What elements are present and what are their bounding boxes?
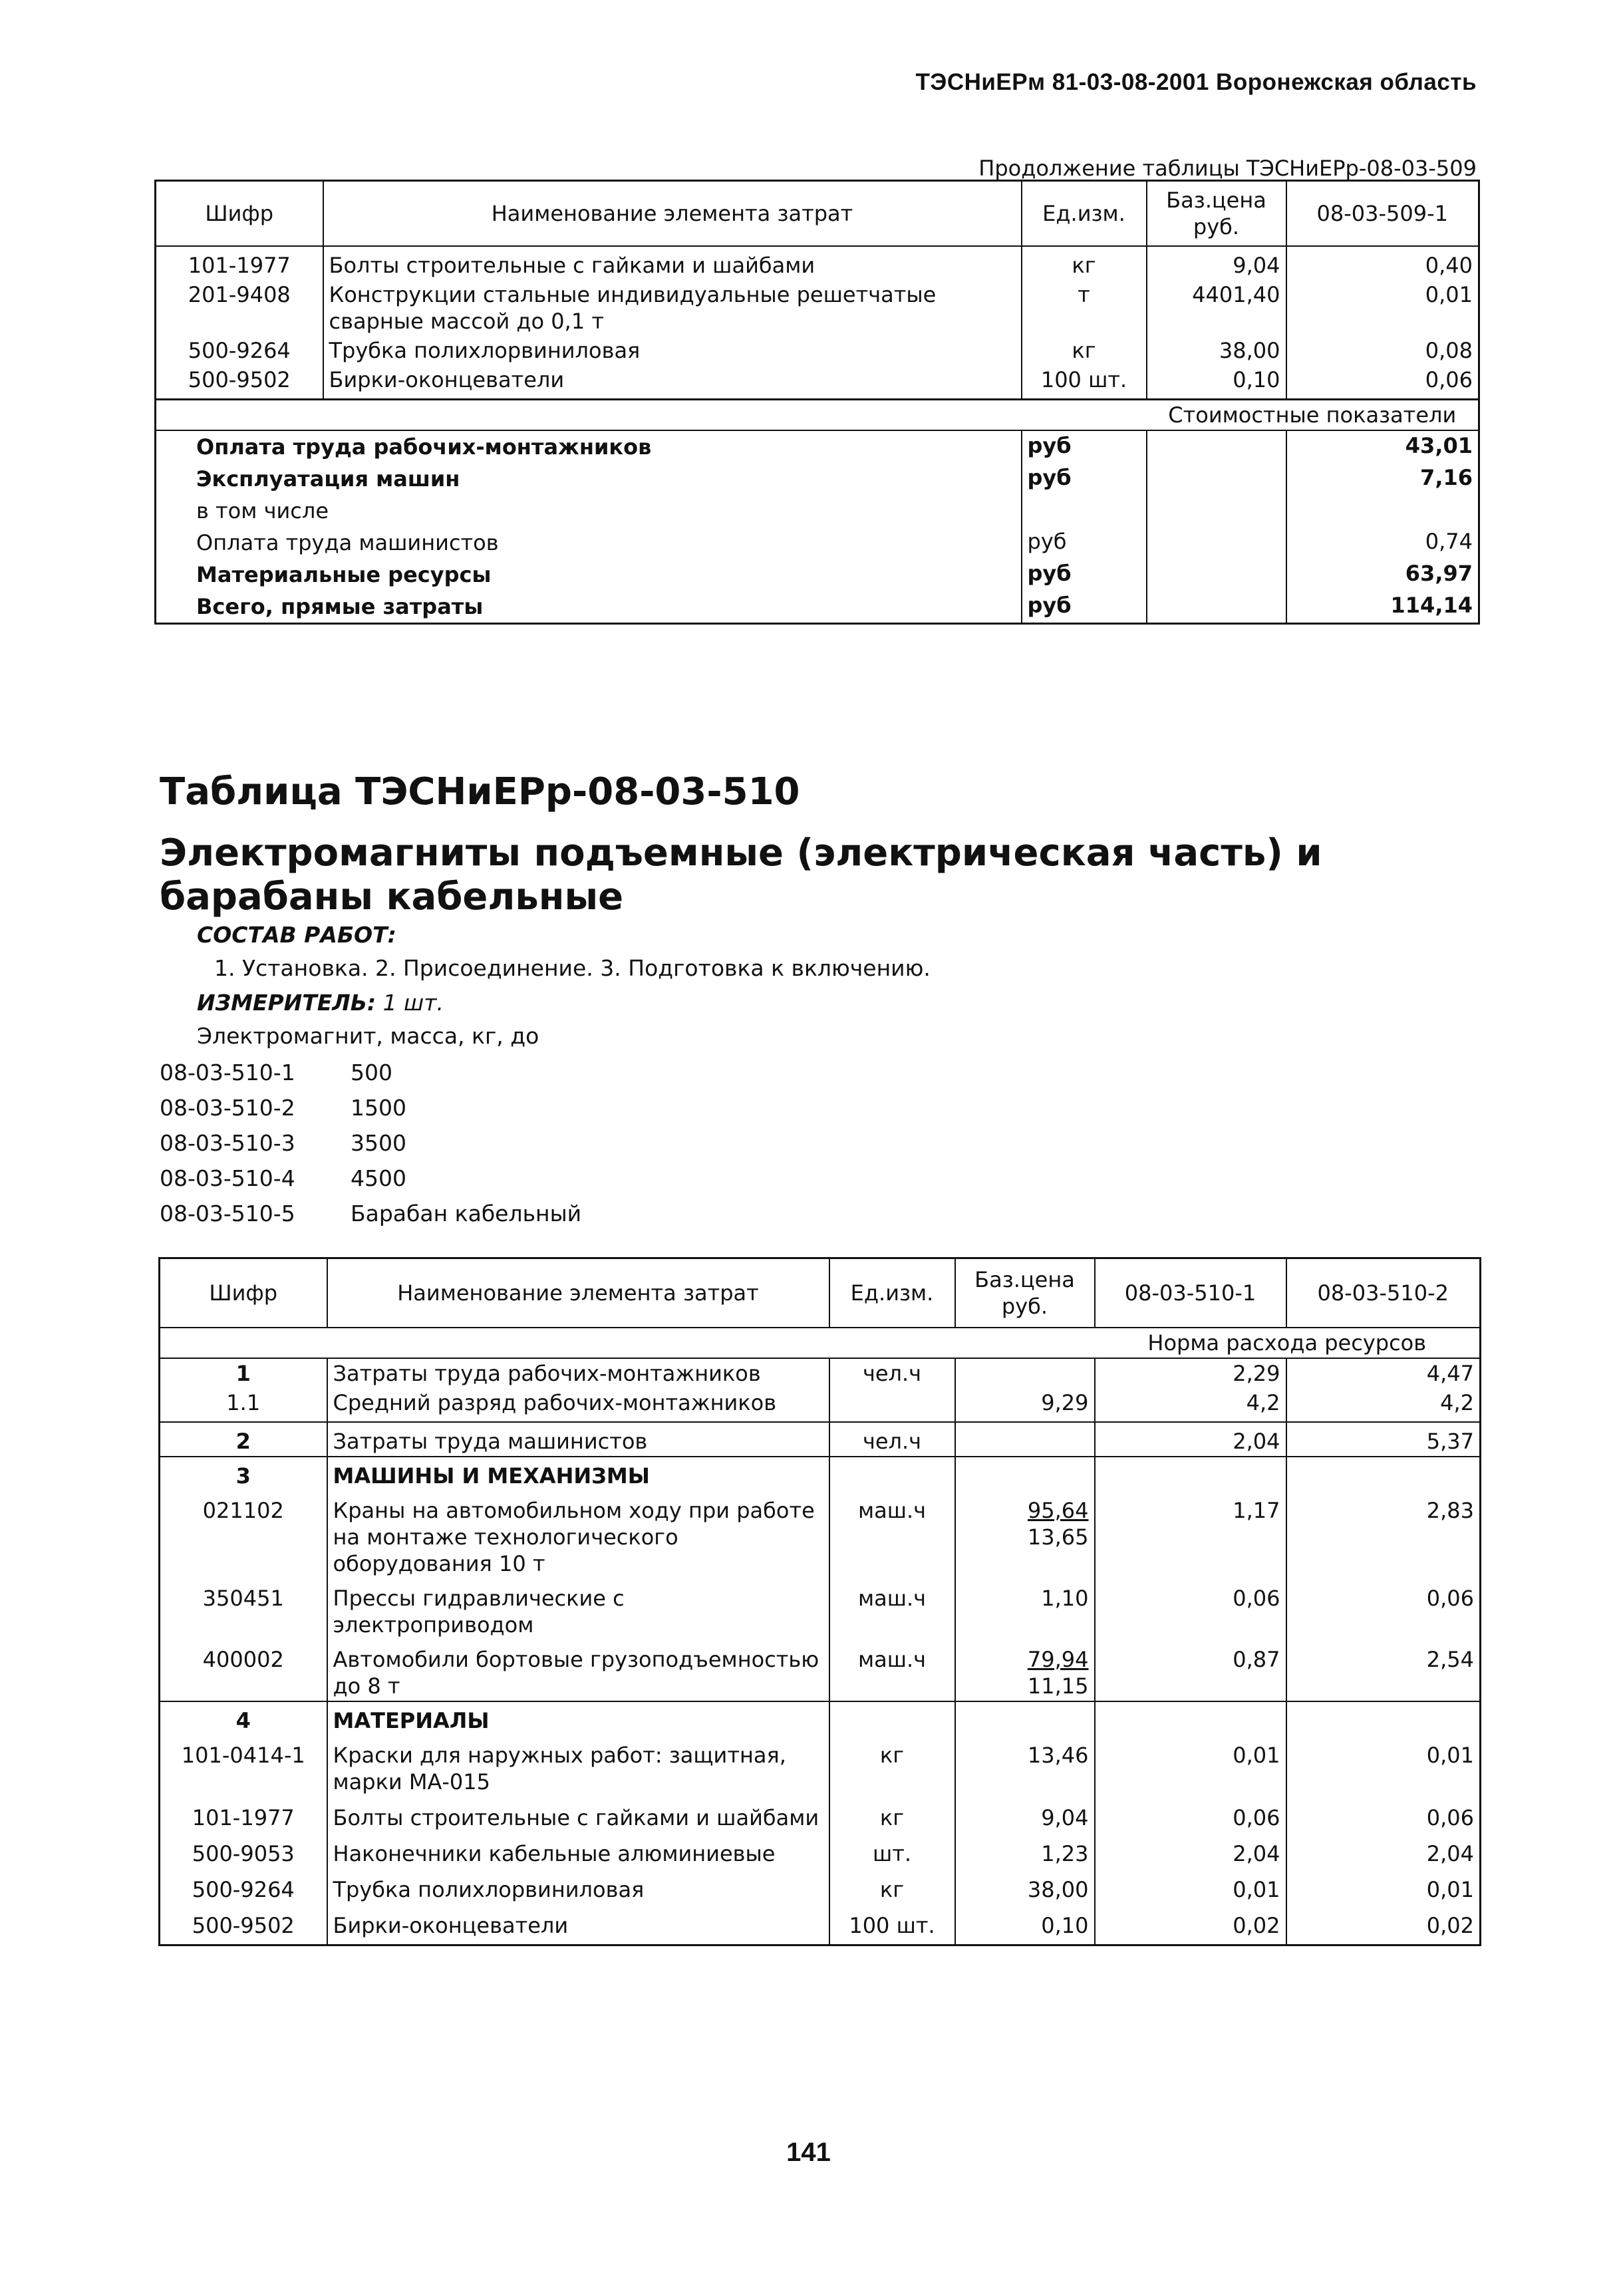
- table-row: 1 Затраты труда рабочих-монтажников чел.ч 2,29 4,47: [160, 1358, 1481, 1388]
- col-header-unit: Ед.изм.: [1022, 181, 1147, 246]
- table-row: 201-9408 Конструкции стальные индивидуальные решетчатые сварные массой до 0,1 т т 4401,40 0,01: [156, 280, 1479, 336]
- measure-line: [197, 990, 444, 1016]
- section-row: [160, 1328, 1481, 1358]
- list-item: 08-03-510-1 500: [160, 1060, 392, 1085]
- table-row: 021102 Краны на автомобильном ходу при работе на монтаже технологического оборудования 10 т маш.ч 95,64 13,65 1,17 2,83: [160, 1491, 1481, 1578]
- table-row: 1.1 Средний разряд рабочих-монтажников 9,29 4,2 4,2: [160, 1388, 1481, 1422]
- col-header-norm-2: 08-03-510-2: [1286, 1258, 1481, 1328]
- cost-row: Эксплуатация машин руб 7,16: [156, 463, 1479, 495]
- measure-description: Электромагнит, масса, кг, до: [197, 1023, 539, 1049]
- col-header-name: Наименование элемента затрат: [327, 1258, 829, 1328]
- base-price: 95,64: [1027, 1497, 1089, 1523]
- operator-wage: 13,65: [1027, 1524, 1089, 1550]
- table-row: 500-9264 Трубка полихлорвиниловая кг 38,00 0,01 0,01: [160, 1868, 1481, 1904]
- table-header-row: [160, 1258, 1481, 1328]
- measure-value: 1 шт.: [382, 990, 444, 1016]
- list-item: 08-03-510-2 1500: [160, 1095, 406, 1121]
- table-row: 500-9264 Трубка полихлорвиниловая кг 38,00 0,08: [156, 336, 1479, 365]
- continuation-caption: Продолжение таблицы ТЭСНиЕРр-08-03-509: [978, 156, 1477, 181]
- code-list: [160, 1055, 581, 1231]
- table-header-row: [156, 181, 1479, 246]
- page-number: 141: [786, 2138, 831, 2167]
- table-row: 500-9502 Бирки-оконцеватели 100 шт. 0,10 0,02 0,02: [160, 1904, 1481, 1945]
- list-item: 08-03-510-5 Барабан кабельный: [160, 1201, 582, 1226]
- table-row: 101-0414-1 Краски для наружных работ: защитная, марки МА-015 кг 13,46 0,01 0,01: [160, 1735, 1481, 1796]
- table-row: 350451 Прессы гидравлические с электроприводом маш.ч 1,10 0,06 0,06: [160, 1578, 1481, 1640]
- cost-row: Оплата труда рабочих-монтажников руб 43,01: [156, 430, 1479, 463]
- table-510: [158, 1257, 1481, 1946]
- work-composition-text: 1. Установка. 2. Присоединение. 3. Подготовка к включению.: [214, 955, 931, 981]
- work-composition-label: СОСТАВ РАБОТ:: [197, 922, 396, 948]
- col-header-code: Шифр: [160, 1258, 327, 1328]
- running-header: ТЭСНиЕРм 81-03-08-2001 Воронежская область: [915, 69, 1477, 95]
- col-header-price: Баз.цена руб.: [955, 1258, 1095, 1328]
- col-header-unit: Ед.изм.: [829, 1258, 955, 1328]
- table-row: 101-1977 Болты строительные с гайками и шайбами кг 9,04 0,40: [156, 246, 1479, 280]
- table-row: 101-1977 Болты строительные с гайками и шайбами кг 9,04 0,06 0,06: [160, 1796, 1481, 1832]
- table-row: 2 Затраты труда машинистов чел.ч 2,04 5,37: [160, 1422, 1481, 1457]
- cost-row: Всего, прямые затраты руб 114,14: [156, 591, 1479, 624]
- cost-row: в том числе: [156, 495, 1479, 527]
- col-header-norm: 08-03-509-1: [1286, 181, 1479, 246]
- table-509-continued: [154, 180, 1480, 625]
- measure-label: ИЗМЕРИТЕЛЬ:: [197, 990, 376, 1016]
- table-row: 4 МАТЕРИАЛЫ: [160, 1701, 1481, 1735]
- list-item: 08-03-510-3 3500: [160, 1130, 406, 1156]
- table-row: 500-9053 Наконечники кабельные алюминиевые шт. 1,23 2,04 2,04: [160, 1832, 1481, 1868]
- cost-row: Оплата труда машинистов руб 0,74: [156, 527, 1479, 559]
- table-row: 400002 Автомобили бортовые грузоподъемностью до 8 т маш.ч 79,94 11,15 0,87 2,54: [160, 1640, 1481, 1701]
- table-title: Таблица ТЭСНиЕРр-08-03-510: [160, 770, 800, 813]
- section-label: Норма расхода ресурсов: [1095, 1328, 1481, 1358]
- base-price: 79,94: [1027, 1646, 1089, 1672]
- col-header-code: Шифр: [156, 181, 323, 246]
- col-header-name: Наименование элемента затрат: [323, 181, 1022, 246]
- operator-wage: 11,15: [1027, 1673, 1089, 1699]
- col-header-price: Баз.цена руб.: [1147, 181, 1286, 246]
- list-item: 08-03-510-4 4500: [160, 1165, 406, 1191]
- section-row: [156, 399, 1479, 430]
- table-subtitle: Электромагниты подъемные (электрическая часть) и барабаны кабельные: [160, 831, 1322, 919]
- col-header-norm-1: 08-03-510-1: [1095, 1258, 1286, 1328]
- section-label: Стоимостные показатели: [1147, 399, 1479, 430]
- table-row: 500-9502 Бирки-оконцеватели 100 шт. 0,10 0,06: [156, 365, 1479, 400]
- table-row: 3 МАШИНЫ И МЕХАНИЗМЫ: [160, 1457, 1481, 1491]
- cost-row: Материальные ресурсы руб 63,97: [156, 559, 1479, 591]
